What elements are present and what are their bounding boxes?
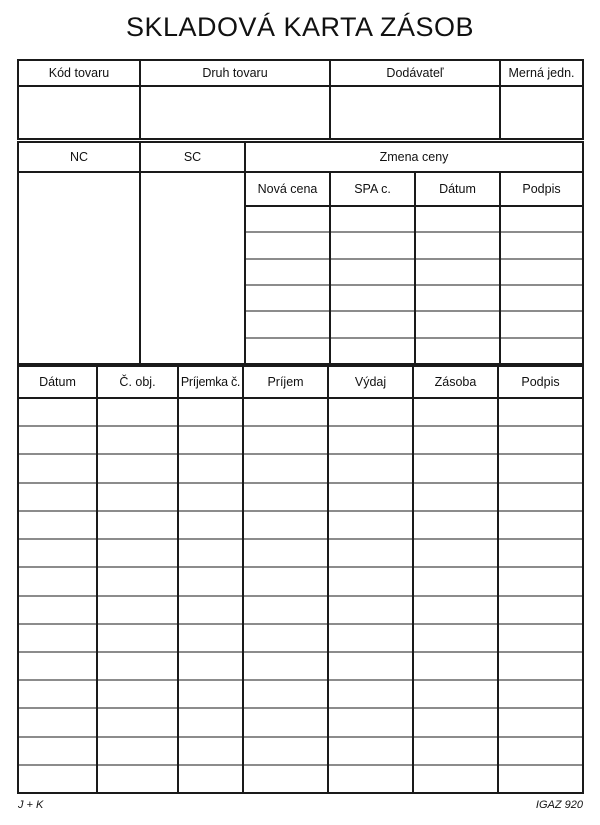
label-nc: NC [69, 150, 89, 164]
ledger-col-vydaj: Výdaj [354, 375, 387, 389]
ledger-col-prijem: Príjem [267, 375, 304, 389]
col-datum: Dátum [439, 182, 476, 196]
col-spa-c: SPA c. [354, 182, 391, 196]
ledger-col-datum: Dátum [39, 375, 76, 389]
label-sc: SC [183, 150, 202, 164]
ledger-col-zasoba: Zásoba [434, 375, 477, 389]
footer-left: J + K [18, 799, 44, 811]
ledger-col-prijemka: Príjemka č. [180, 375, 241, 389]
col-nova-cena: Nová cena [257, 182, 318, 196]
ledger-col-podpis: Podpis [521, 375, 560, 389]
header-merna-jedn: Merná jedn. [508, 66, 575, 80]
page-title: SKLADOVÁ KARTA ZÁSOB [125, 12, 475, 42]
header-kod-tovaru: Kód tovaru [48, 66, 110, 80]
header-dodavatel: Dodávateľ [386, 66, 444, 80]
label-zmena-ceny: Zmena ceny [379, 150, 449, 164]
footer-right: IGAZ 920 [535, 799, 583, 811]
col-podpis: Podpis [522, 182, 561, 196]
ledger-col-cislo-obj: Č. obj. [119, 375, 156, 389]
header-druh-tovaru: Druh tovaru [202, 66, 268, 80]
